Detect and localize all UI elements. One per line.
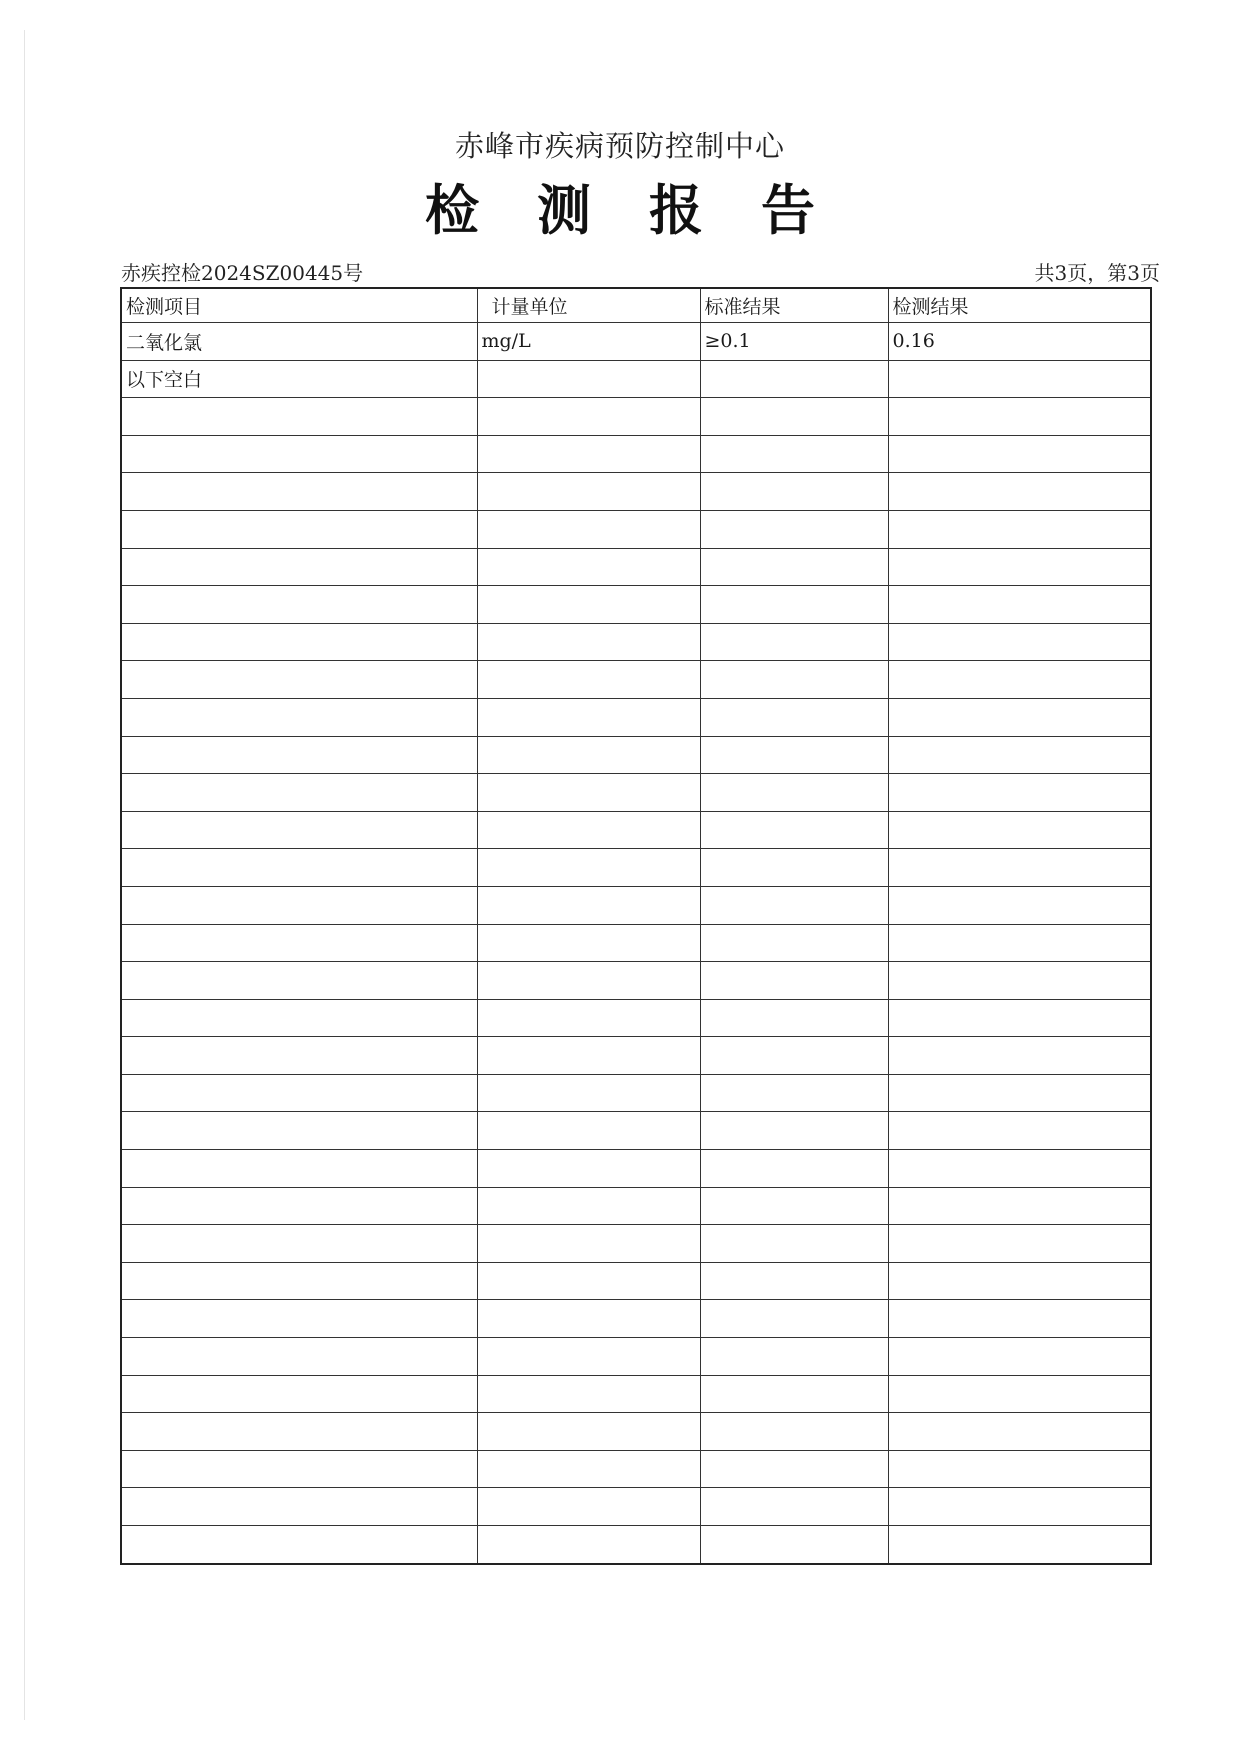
empty-table-row [121,1450,1151,1488]
empty-table-row [121,1112,1151,1150]
empty-cell [477,1526,700,1564]
empty-cell [888,1225,1151,1263]
empty-cell [888,736,1151,774]
empty-cell [700,886,888,924]
empty-cell [888,1112,1151,1150]
empty-cell [121,736,477,774]
empty-cell [888,886,1151,924]
empty-table-row [121,586,1151,624]
empty-cell [477,586,700,624]
empty-cell [121,1112,477,1150]
empty-table-row [121,1488,1151,1526]
empty-cell [888,398,1151,436]
empty-cell [888,510,1151,548]
empty-cell [888,473,1151,511]
empty-table-row [121,1526,1151,1564]
empty-table-row [121,811,1151,849]
empty-cell [700,586,888,624]
empty-cell [888,1150,1151,1188]
empty-cell [121,1526,477,1564]
empty-cell [700,548,888,586]
empty-cell [121,811,477,849]
empty-cell [700,1187,888,1225]
empty-cell [888,774,1151,812]
empty-cell [121,1074,477,1112]
empty-cell [700,623,888,661]
empty-cell [477,1488,700,1526]
page-info: 共3页，第3页 [1034,261,1160,285]
empty-cell [121,435,477,473]
empty-cell [888,811,1151,849]
empty-cell [700,1037,888,1075]
empty-cell [121,623,477,661]
results-table-body [121,288,1151,1564]
empty-cell [477,473,700,511]
empty-cell [121,1037,477,1075]
empty-cell [121,849,477,887]
empty-cell [700,1300,888,1338]
header-cell-item: 检测项目 [121,288,477,323]
empty-cell [121,962,477,1000]
cell-standard [700,360,888,398]
empty-cell [888,1262,1151,1300]
empty-cell [477,962,700,1000]
empty-cell [700,811,888,849]
empty-cell [121,473,477,511]
empty-cell [888,924,1151,962]
header-cell-standard: 标准结果 [700,288,888,323]
empty-cell [121,1488,477,1526]
empty-cell [477,1150,700,1188]
empty-cell [700,1450,888,1488]
empty-cell [121,510,477,548]
empty-cell [121,586,477,624]
empty-cell [700,1112,888,1150]
empty-cell [700,774,888,812]
empty-cell [700,1150,888,1188]
empty-table-row [121,1037,1151,1075]
empty-cell [700,473,888,511]
empty-table-row [121,398,1151,436]
empty-table-row [121,435,1151,473]
empty-table-row [121,1413,1151,1451]
empty-cell [888,999,1151,1037]
table-row [121,360,1151,398]
empty-cell [700,924,888,962]
cell-item: 二氧化氯 [121,323,477,361]
empty-cell [888,1037,1151,1075]
empty-cell [477,1262,700,1300]
empty-cell [888,698,1151,736]
empty-cell [477,849,700,887]
empty-cell [121,1225,477,1263]
empty-cell [700,1488,888,1526]
empty-table-row [121,548,1151,586]
empty-cell [477,698,700,736]
empty-cell [477,510,700,548]
empty-cell [700,698,888,736]
empty-cell [700,1262,888,1300]
empty-cell [477,1187,700,1225]
empty-cell [888,1300,1151,1338]
empty-table-row [121,736,1151,774]
empty-cell [888,962,1151,1000]
empty-cell [888,661,1151,699]
empty-cell [700,661,888,699]
empty-cell [477,924,700,962]
empty-table-row [121,698,1151,736]
empty-cell [121,1300,477,1338]
empty-cell [121,886,477,924]
table-row [121,323,1151,361]
empty-cell [121,774,477,812]
empty-cell [121,1187,477,1225]
empty-cell [888,1338,1151,1376]
table-header-row [121,288,1151,323]
empty-table-row [121,1150,1151,1188]
empty-table-row [121,886,1151,924]
empty-table-row [121,661,1151,699]
empty-cell [700,1338,888,1376]
empty-cell [477,1300,700,1338]
empty-cell [477,435,700,473]
empty-cell [477,623,700,661]
empty-table-row [121,510,1151,548]
empty-cell [121,999,477,1037]
header-cell-result: 检测结果 [888,288,1151,323]
cell-result: 0.16 [888,323,1151,361]
empty-cell [888,1488,1151,1526]
empty-cell [121,1450,477,1488]
empty-cell [700,1225,888,1263]
empty-cell [888,548,1151,586]
scan-edge-line [24,30,25,1720]
organization-name: 赤峰市疾病预防控制中心 [454,129,785,163]
empty-cell [477,548,700,586]
empty-cell [700,1413,888,1451]
empty-cell [477,1413,700,1451]
empty-cell [477,1074,700,1112]
empty-cell [477,886,700,924]
empty-cell [477,774,700,812]
cell-item: 以下空白 [121,360,477,398]
empty-table-row [121,1187,1151,1225]
empty-cell [700,999,888,1037]
empty-cell [477,1112,700,1150]
empty-table-row [121,774,1151,812]
empty-cell [888,1413,1151,1451]
empty-table-row [121,999,1151,1037]
empty-table-row [121,1074,1151,1112]
empty-cell [121,1375,477,1413]
empty-cell [888,1450,1151,1488]
empty-cell [477,1225,700,1263]
empty-cell [121,398,477,436]
cell-standard: ≥0.1 [700,323,888,361]
cell-unit: mg/L [477,323,700,361]
results-table [120,287,1152,1565]
empty-cell [477,811,700,849]
empty-cell [888,1526,1151,1564]
empty-cell [888,849,1151,887]
empty-cell [121,661,477,699]
empty-cell [888,435,1151,473]
empty-cell [477,398,700,436]
empty-cell [888,623,1151,661]
empty-table-row [121,1375,1151,1413]
empty-cell [477,661,700,699]
cell-unit [477,360,700,398]
cell-result [888,360,1151,398]
document-title: 检测报告 [425,178,873,242]
empty-cell [121,1262,477,1300]
empty-table-row [121,849,1151,887]
empty-cell [888,1375,1151,1413]
empty-cell [121,924,477,962]
empty-table-row [121,1300,1151,1338]
empty-table-row [121,1338,1151,1376]
empty-cell [888,1187,1151,1225]
empty-cell [477,1450,700,1488]
empty-cell [888,586,1151,624]
report-number: 赤疾控检2024SZ00445号 [121,261,364,285]
empty-cell [700,962,888,1000]
empty-table-row [121,1262,1151,1300]
empty-table-row [121,924,1151,962]
header-cell-unit: 计量单位 [477,288,700,323]
empty-cell [700,1375,888,1413]
empty-cell [700,398,888,436]
empty-cell [121,1150,477,1188]
empty-cell [121,548,477,586]
results-table-container [120,287,1152,1565]
empty-cell [700,849,888,887]
empty-cell [888,1074,1151,1112]
empty-table-row [121,473,1151,511]
empty-cell [477,1338,700,1376]
empty-cell [700,1526,888,1564]
empty-cell [121,698,477,736]
empty-table-row [121,623,1151,661]
empty-cell [477,736,700,774]
empty-table-row [121,962,1151,1000]
empty-cell [477,999,700,1037]
empty-table-row [121,1225,1151,1263]
empty-cell [700,435,888,473]
empty-cell [477,1037,700,1075]
empty-cell [477,1375,700,1413]
empty-cell [700,1074,888,1112]
empty-cell [700,510,888,548]
empty-cell [700,736,888,774]
empty-cell [121,1413,477,1451]
empty-cell [121,1338,477,1376]
